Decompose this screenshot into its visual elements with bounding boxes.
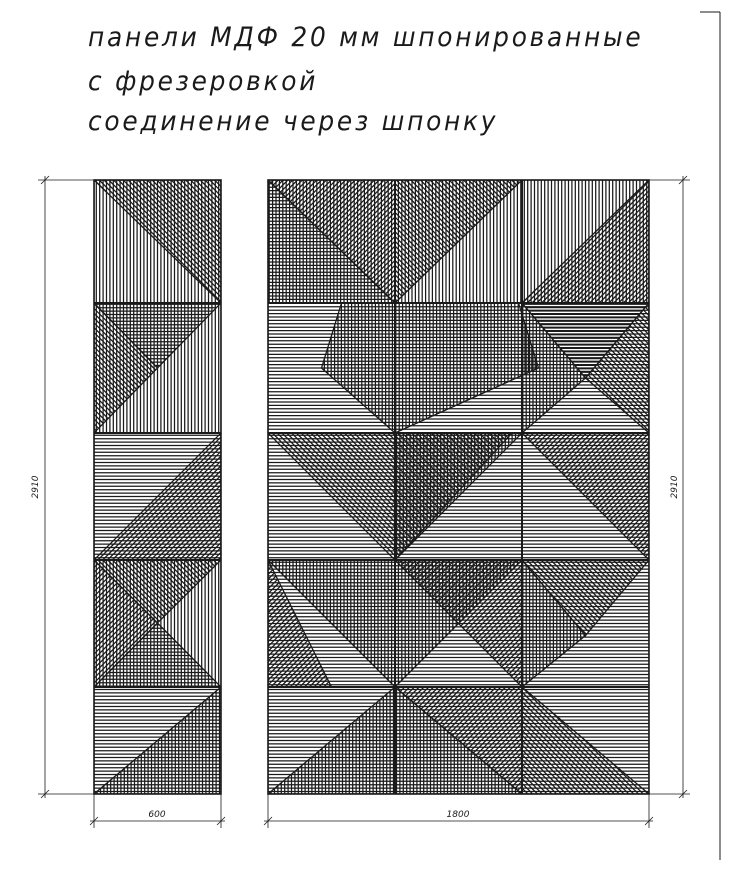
left-panel-600 (94, 180, 221, 794)
right-panel-1800 (268, 180, 649, 794)
title-line-1: панели МДФ 20 мм шпонированные (88, 22, 644, 53)
dimension-left-width-label: 600 (148, 810, 166, 820)
title-line-3: соединение через шпонку (88, 106, 499, 137)
title-line-2: с фрезеровкой (88, 66, 319, 97)
dimension-right-height-label: 2910 (670, 475, 680, 499)
right-r1-base (268, 303, 649, 432)
dimension-right-width-label: 1800 (446, 810, 470, 820)
dimension-left-height-label: 2910 (31, 475, 41, 499)
dimension-left-height (38, 176, 94, 798)
